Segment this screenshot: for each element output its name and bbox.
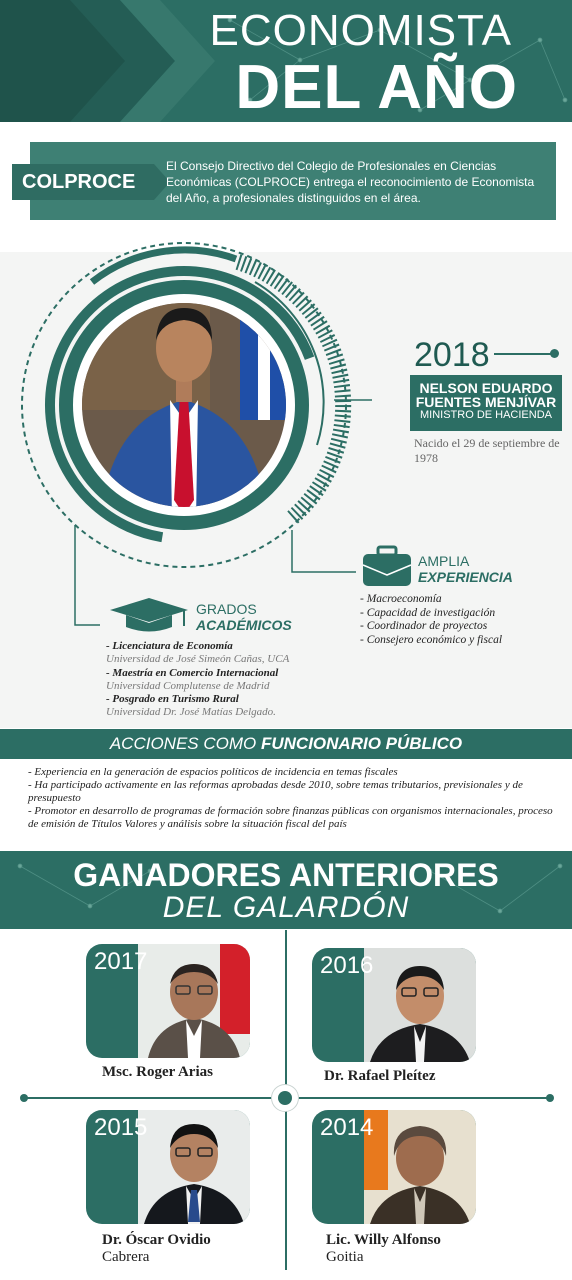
winner-birth: Nacido el 29 de septiembre de 1978 — [414, 436, 560, 465]
winner-name-line1: NELSON EDUARDO — [419, 380, 553, 396]
experience-item: - Capacidad de investigación — [360, 606, 496, 619]
winner-photo — [364, 1110, 476, 1224]
timeline-center-dot — [272, 1085, 298, 1111]
experience-item: - Consejero económico y fiscal — [360, 633, 503, 646]
degrees-list — [106, 640, 289, 720]
actions-list — [28, 766, 558, 831]
winner-name-box — [410, 375, 562, 431]
degree-university: Universidad de José Simeón Cañas, UCA — [106, 653, 290, 666]
action-item: - Experiencia en la generación de espacios políticos de incidencia en temas fiscales — [28, 766, 398, 778]
header-title-line2: DEL AÑO — [235, 53, 518, 122]
graduation-cap-icon — [108, 596, 190, 634]
winner-card-year: 2017 — [94, 948, 148, 975]
action-item: - Promotor en desarrollo de programas de formación sobre finanzas públicas con organismos internacionales, proceso de emisión de Títulos Valores y análisis sobre la situación fiscal del país — [28, 805, 553, 830]
winner-card-2017 — [86, 944, 250, 1058]
previous-winners-title: GANADORES ANTERIORES — [73, 857, 499, 893]
experience-item: - Coordinador de proyectos — [360, 620, 488, 632]
degree-title: - Licenciatura de Economía — [106, 640, 233, 652]
degree-title: - Posgrado en Turismo Rural — [106, 693, 239, 706]
degree-title: - Maestría en Comercio Internacional — [106, 666, 279, 679]
winner-card-2015 — [86, 1110, 250, 1224]
degrees-title-line2: ACADÉMICOS — [196, 617, 292, 633]
colproce-tag: COLPROCE — [12, 164, 154, 200]
actions-title-bar — [0, 729, 572, 759]
timeline-end-dot — [20, 1094, 28, 1102]
degree-university: Universidad Complutense de Madrid — [106, 679, 270, 692]
previous-winners-subtitle: DEL GALARDÓN — [162, 891, 410, 924]
winner-caption-2014 — [326, 1232, 441, 1266]
winner-name-line2: FUENTES MENJÍVAR — [415, 394, 557, 410]
winner-caption-name2: Cabrera — [102, 1249, 150, 1265]
winner-caption-2016 — [324, 1068, 435, 1085]
briefcase-icon — [362, 545, 412, 587]
header-banner — [0, 0, 572, 122]
winner-year: 2018 — [414, 336, 490, 374]
winner-caption-2017 — [102, 1064, 213, 1081]
winner-card-year: 2016 — [320, 952, 374, 979]
action-item: - Ha participado activamente en las reformas aprobadas desde 2010, sobre temas tributarios, previsionales y de presupuesto — [28, 779, 523, 804]
previous-winners-banner — [0, 851, 572, 929]
experience-list — [360, 593, 502, 647]
winner-card-year: 2015 — [94, 1114, 148, 1141]
winner-photo — [364, 948, 476, 1062]
degree-item — [106, 667, 289, 694]
winner-role: MINISTRO DE HACIENDA — [419, 409, 552, 421]
experience-title-line2: EXPERIENCIA — [418, 569, 513, 585]
experience-item: - Macroeconomía — [360, 593, 442, 605]
portrait-rings — [0, 225, 372, 635]
degree-university: Universidad Dr. José Matías Delgado. — [106, 706, 276, 719]
winner-caption-name2: Goitia — [326, 1249, 364, 1265]
winner-caption-name: Dr. Rafael Pleítez — [324, 1068, 436, 1084]
header-title-line1: ECONOMISTA — [209, 6, 512, 55]
winner-card-2016 — [312, 948, 476, 1062]
year-dot — [550, 349, 559, 358]
winner-caption-2015 — [102, 1232, 211, 1266]
intro-box — [22, 142, 556, 220]
year-line — [494, 353, 554, 355]
degree-item — [106, 693, 289, 720]
experience-title-line1: AMPLIA — [418, 553, 470, 569]
winner-caption-name: Dr. Óscar Ovidio — [102, 1232, 211, 1248]
degree-item — [106, 640, 289, 667]
winner-card-2014 — [312, 1110, 476, 1224]
winner-photo — [138, 1110, 250, 1224]
winner-photo — [138, 944, 250, 1058]
timeline-end-dot — [546, 1094, 554, 1102]
actions-title-regular: ACCIONES COMO — [109, 734, 257, 753]
winner-card-year: 2014 — [320, 1114, 374, 1141]
intro-text: El Consejo Directivo del Colegio de Profesionales en Ciencias Económicas (COLPROCE) entrega el reconocimiento de Economista del Año, a profesionales distinguidos en el área. — [166, 159, 535, 205]
degrees-title-line1: GRADOS — [196, 601, 257, 617]
actions-title-bold: FUNCIONARIO PÚBLICO — [260, 734, 463, 753]
winner-caption-name: Msc. Roger Arias — [102, 1064, 213, 1080]
winner-caption-name: Lic. Willy Alfonso — [326, 1232, 441, 1248]
